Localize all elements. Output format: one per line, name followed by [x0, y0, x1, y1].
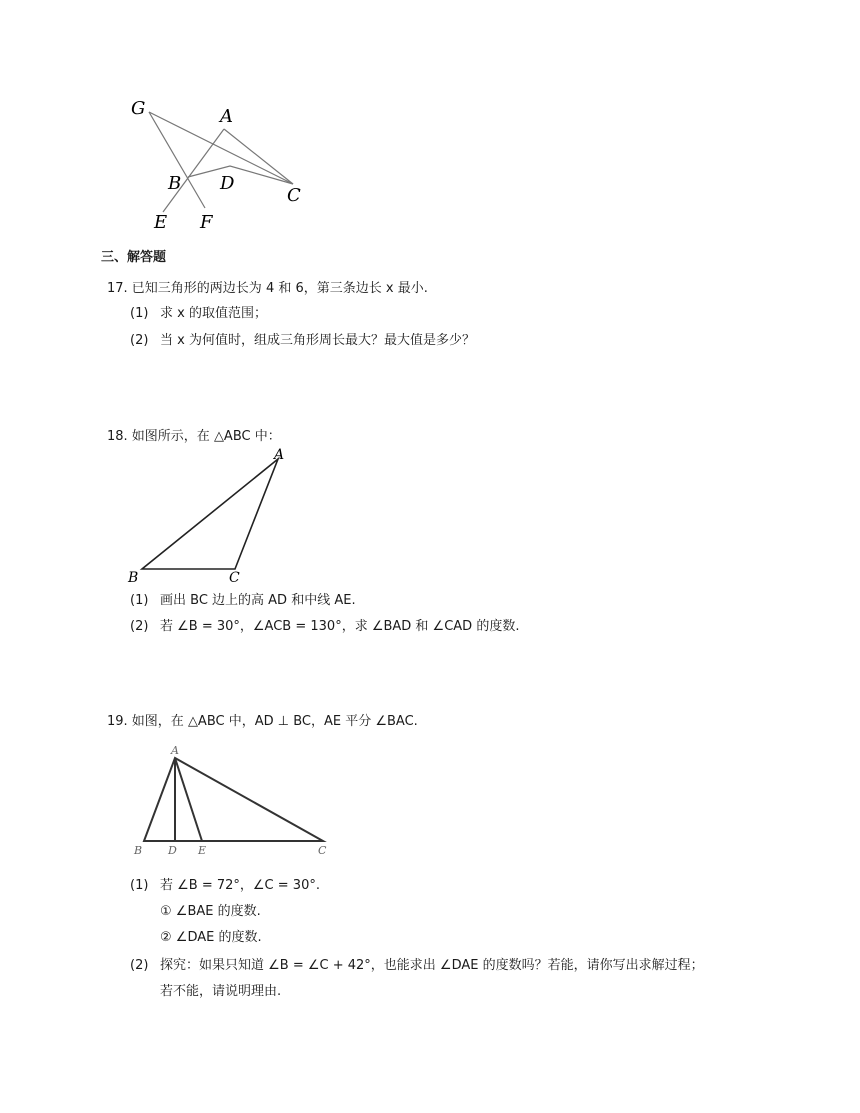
label-c: C: [229, 570, 240, 586]
q19-part1-text: 若 ∠B = 72°，∠C = 30°.: [160, 878, 320, 893]
q17-part1-number: (1): [130, 306, 149, 321]
label-e: E: [154, 212, 168, 233]
label-g: G: [131, 98, 146, 119]
q18-part1-text: 画出 BC 边上的高 AD 和中线 AE.: [160, 593, 356, 608]
q17-part2-number: (2): [130, 333, 149, 348]
label-e: E: [198, 844, 207, 857]
q17-stem: 17. 已知三角形的两边长为 4 和 6，第三条边长 x 最小.: [107, 281, 428, 296]
q19-part1-sub2: ② ∠DAE 的度数.: [160, 930, 262, 945]
triangle-abc: [144, 758, 323, 841]
triangle-abc: [142, 459, 278, 569]
q19-part2-number: (2): [130, 958, 149, 973]
q19-part1-number: (1): [130, 878, 149, 893]
label-b: B: [168, 173, 182, 194]
q17-part1-text: 求 x 的取值范围；: [160, 306, 267, 321]
label-a: A: [220, 106, 233, 127]
q18-stem: 18. 如图所示，在 △ABC 中：: [107, 429, 281, 444]
figure-triangle-abc-q18: [120, 442, 300, 587]
label-d: D: [168, 844, 177, 857]
q19-stem: 19. 如图，在 △ABC 中，AD ⊥ BC，AE 平分 ∠BAC.: [107, 714, 418, 729]
label-b: B: [134, 844, 143, 857]
q17-part2-text: 当 x 为何值时，组成三角形周长最大？最大值是多少？: [160, 333, 475, 348]
figure-triangle-abc-q19: [125, 738, 340, 863]
label-b: B: [128, 570, 139, 586]
q19-part2-line1: 探究：如果只知道 ∠B = ∠C + 42°，也能求出 ∠DAE 的度数吗？若能，请你写出求解过程；: [160, 958, 704, 973]
label-c: C: [287, 185, 301, 206]
segment-bdc: [188, 166, 293, 184]
q19-part2-line2: 若不能，请说明理由.: [160, 984, 282, 999]
q19-part1-sub1: ① ∠BAE 的度数.: [160, 904, 261, 919]
q18-part2-text: 若 ∠B = 30°，∠ACB = 130°，求 ∠BAD 和 ∠CAD 的度数.: [160, 619, 520, 634]
q18-part1-number: (1): [130, 593, 149, 608]
figure-gabdcef: [120, 92, 320, 237]
section-title: 三、解答题: [101, 250, 167, 265]
label-c: C: [318, 844, 327, 857]
label-a: A: [274, 447, 285, 463]
q18-part2-number: (2): [130, 619, 149, 634]
label-d: D: [220, 173, 235, 194]
label-f: F: [200, 212, 213, 233]
label-a: A: [171, 744, 179, 757]
